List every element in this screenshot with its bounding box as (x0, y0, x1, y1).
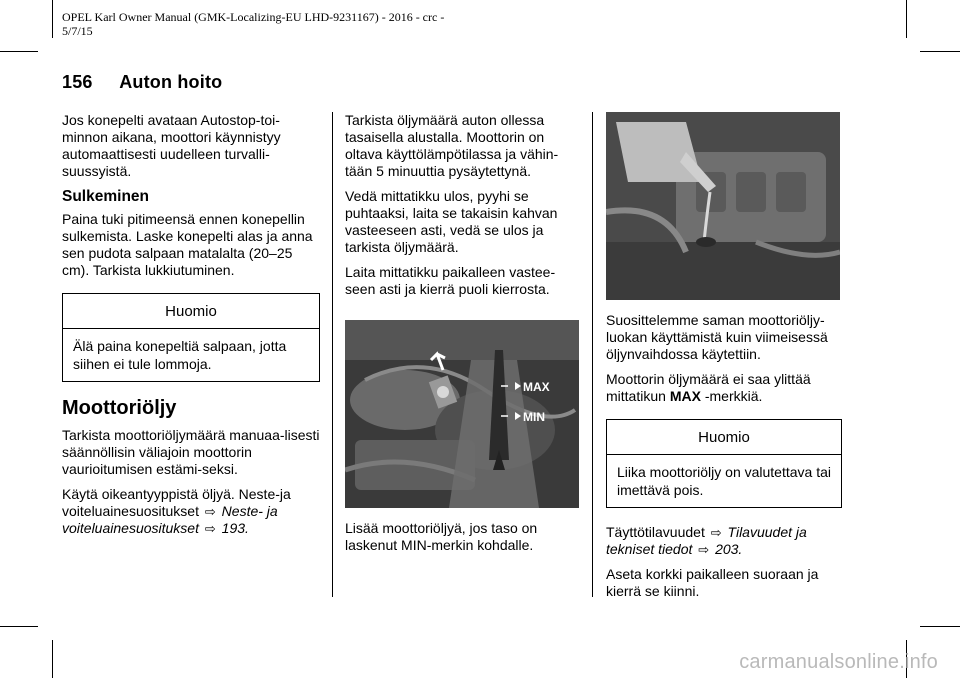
cross-reference-link[interactable]: Neste- ja voiteluainesuositukset (62, 503, 278, 536)
crop-mark (0, 626, 38, 627)
closing-paragraph: Paina tuki pitimeensä ennen konepellin sulkemista. Laske konepelti alas ja anna sen pudota salpaan matalalta (20–25 cm). Tarkista lukkiutuminen. (62, 211, 313, 278)
cross-reference-icon: ⇨ (204, 521, 216, 536)
crop-mark (0, 51, 38, 52)
page-number: 156 (62, 72, 93, 92)
capacity-paragraph (606, 524, 842, 558)
column-left (62, 112, 320, 545)
section-heading-engine-oil: Moottoriöljy (62, 397, 177, 419)
cross-reference-page[interactable]: 193. (221, 520, 249, 536)
oil-type-text: Käytä oikeantyyppistä öljyä. Neste-ja voiteluainesuositukset (62, 486, 291, 519)
oil-filling-illustration (606, 112, 840, 300)
meta-date: 5/7/15 (62, 24, 93, 38)
notice-title: Huomio (607, 420, 841, 455)
crop-mark (52, 0, 53, 38)
dipstick-insert-paragraph: Laita mittatikku paikalleen vastee-seen asti ja kierrä puoli kierrosta. (345, 264, 556, 297)
crop-mark (920, 51, 960, 52)
cap-refit-paragraph: Aseta korkki paikalleen suoraan ja kierrä se kiinni. (606, 566, 819, 599)
column-divider (332, 112, 333, 597)
document-meta-header (62, 10, 542, 38)
capacity-text: Täyttötilavuudet (606, 524, 705, 540)
meta-line: OPEL Karl Owner Manual (GMK-Localizing-EU LHD-9231167) - 2016 - crc - (62, 10, 445, 24)
max-keyword: MAX (669, 388, 701, 404)
watermark: carmanualsonline.info (739, 651, 938, 673)
dipstick-illustration (345, 320, 579, 508)
column-right (606, 112, 842, 608)
oil-level-conditions-paragraph: Tarkista öljymäärä auton ollessa tasaisella alustalla. Moottorin on oltava käyttölämpötilassa ja vähin-tään 5 minuuttia pysäytettynä. (345, 112, 559, 179)
max-level-text: Moottorin öljymäärä ei saa ylittää mittatikun (606, 371, 811, 404)
add-oil-paragraph: Lisää moottoriöljyä, jos taso on laskenut MIN-merkin kohdalle. (345, 520, 538, 553)
page-title: Auton hoito (119, 72, 223, 92)
oil-check-paragraph: Tarkista moottoriöljymäärä manuaa-lisesti säännöllisin väliajoin moottorin vaurioitumisen estämi-seksi. (62, 427, 320, 477)
notice-body: Liika moottoriöljy on valutettava tai imettävä pois. (617, 464, 831, 498)
notice-box (62, 293, 320, 382)
max-mark-label: MAX (523, 380, 550, 394)
notice-title: Huomio (63, 294, 319, 329)
cross-reference-icon: ⇨ (204, 504, 216, 519)
cross-reference-link[interactable]: Tilavuudet ja tekniset tiedot (606, 524, 807, 557)
closing-heading: Sulkeminen (62, 188, 149, 205)
crop-mark (920, 626, 960, 627)
dipstick-procedure-paragraph: Vedä mittatikku ulos, pyyhi se puhtaaksi, laita se takaisin kahvan vasteeseen asti, vedä se ulos ja tarkista öljymäärä. (345, 188, 558, 255)
crop-mark (906, 0, 907, 38)
cross-reference-icon: ⇨ (710, 525, 722, 540)
cross-reference-page[interactable]: 203. (715, 541, 743, 557)
autostop-paragraph: Jos konepelti avataan Autostop-toi-minnon aikana, moottori käynnistyy automaattisesti uudelleen turvalli-suussyistä. (62, 112, 281, 179)
min-mark-label: MIN (523, 410, 545, 424)
oil-grade-recommendation-paragraph: Suosittelemme saman moottoriöljy-luokan käyttämistä kuin viimeisessä öljynvaihdossa käytettiin. (606, 312, 828, 362)
page-heading (62, 72, 222, 93)
notice-body: Älä paina konepeltiä salpaan, jotta siihen ei tule lommoja. (73, 338, 287, 372)
max-level-paragraph (606, 371, 842, 405)
column-middle (345, 112, 581, 562)
column-divider (592, 112, 593, 597)
cross-reference-icon: ⇨ (698, 542, 710, 557)
crop-mark (52, 640, 53, 678)
notice-box (606, 419, 842, 508)
oil-type-paragraph (62, 486, 320, 537)
max-level-suffix: -merkkiä. (704, 388, 763, 404)
